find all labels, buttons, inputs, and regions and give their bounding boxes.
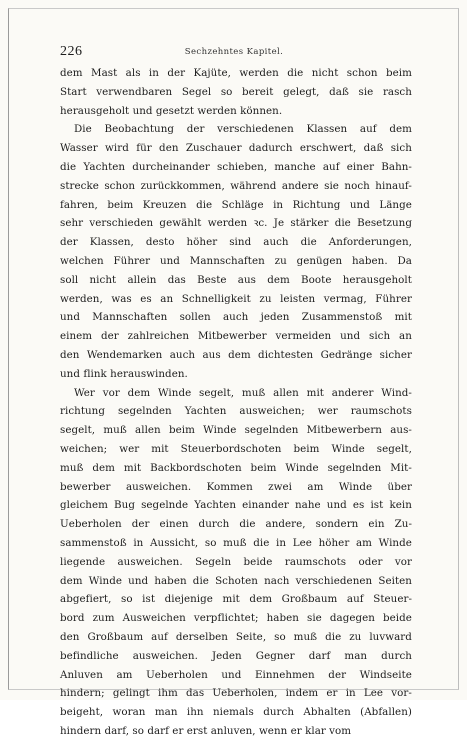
text-line: fahren, beim Kreuzen die Schläge in Richtung und Länge	[60, 198, 412, 211]
text-line: bewerber ausweichen. Kommen zwei am Winde über	[60, 480, 412, 493]
text-line: die Yachten durcheinander schieben, manche auf einer Bahn-	[60, 160, 412, 173]
paragraph	[60, 120, 412, 383]
text-line: soll nicht allein das Beste aus dem Boote herausgeholt	[60, 273, 412, 286]
text-line: der Klassen, desto höher sind auch die Anforderungen,	[60, 236, 412, 249]
text-line: befindliche ausweichen. Jeden Gegner darf man durch	[60, 649, 412, 662]
paragraph	[60, 64, 412, 120]
text-line: Ueberholen der einen durch die andere, sondern ein Zu-	[60, 518, 412, 531]
text-line: muß dem mit Backbordschoten beim Winde segelnden Mit-	[60, 461, 412, 474]
text-line: beigeht, woran man ihn niemals durch Abhalten (Abfallen)	[60, 706, 412, 719]
text-line: bord zum Ausweichen verpflichtet; haben sie dagegen beide	[60, 612, 412, 625]
text-line: dem Mast als in der Kajüte, werden die nicht schon beim	[60, 67, 412, 79]
page-header	[60, 44, 408, 62]
text-line: einem der zahlreichen Mitbewerber vermeiden und sich an	[60, 330, 412, 343]
running-head: Sechzehntes Kapitel.	[184, 47, 284, 57]
text-line: den Großbaum auf derselben Seite, so muß die zu luvward	[60, 630, 412, 643]
text-line: weichen; wer mit Steuerbordschoten beim Winde segelt,	[60, 442, 412, 455]
text-line: hindern darf, so darf er erst anluven, wenn er klar vom	[60, 724, 352, 737]
text-line: hindern; gelingt ihm das Ueberholen, indem er in Lee vor-	[60, 687, 412, 700]
text-line: sehr verschieden gewählt werden ꝛc. Je stärker die Besetzung	[60, 217, 412, 230]
text-line: dem Winde und haben die Schoten nach verschiedenen Seiten	[60, 574, 412, 587]
text-line: und Mannschaften sollen auch jeden Zusammenstoß mit	[60, 311, 412, 324]
text-line: liegende ausweichen. Segeln beide raumschots oder vor	[60, 555, 412, 568]
text-line: werden, was es an Schnelligkeit zu leisten vermag, Führer	[60, 292, 412, 305]
text-line: segelt, muß allen beim Winde segelnden Mitbewerbern aus-	[60, 424, 412, 437]
text-line: sammenstoß in Aussicht, so muß die in Lee höher am Winde	[60, 536, 412, 549]
text-line: Die Beobachtung der verschiedenen Klassen auf dem	[74, 123, 412, 136]
paragraph	[60, 384, 412, 741]
page-number: 226	[60, 44, 83, 59]
text-line: gleichem Bug segelnde Yachten einander nahe und es ist kein	[60, 499, 412, 512]
text-line: abgefiert, so ist diejenige mit dem Großbaum auf Steuer-	[60, 593, 412, 606]
text-line: Start verwendbaren Segel so bereit gelegt, daß sie rasch	[60, 85, 412, 98]
text-line: herausgeholt und gesetzt werden können.	[60, 104, 283, 117]
text-line: und flink herauswinden.	[60, 367, 188, 380]
text-line: richtung segelnden Yachten ausweichen; wer raumschots	[60, 405, 412, 418]
text-line: welchen Führer und Mannschaften zu genügen haben. Da	[60, 254, 412, 267]
text-line: den Wendemarken auch aus dem dichtesten Gedränge sicher	[60, 348, 412, 361]
text-line: Wasser wird für den Zuschauer dadurch erschwert, daß sich	[60, 142, 412, 155]
body-text	[60, 64, 412, 741]
text-line: strecke schon zurückkommen, während andere sie noch hinauf-	[60, 179, 412, 192]
text-line: Anluven am Ueberholen und Einnehmen der Windseite	[60, 668, 412, 681]
text-line: Wer vor dem Winde segelt, muß allen mit anderer Wind-	[74, 386, 412, 399]
